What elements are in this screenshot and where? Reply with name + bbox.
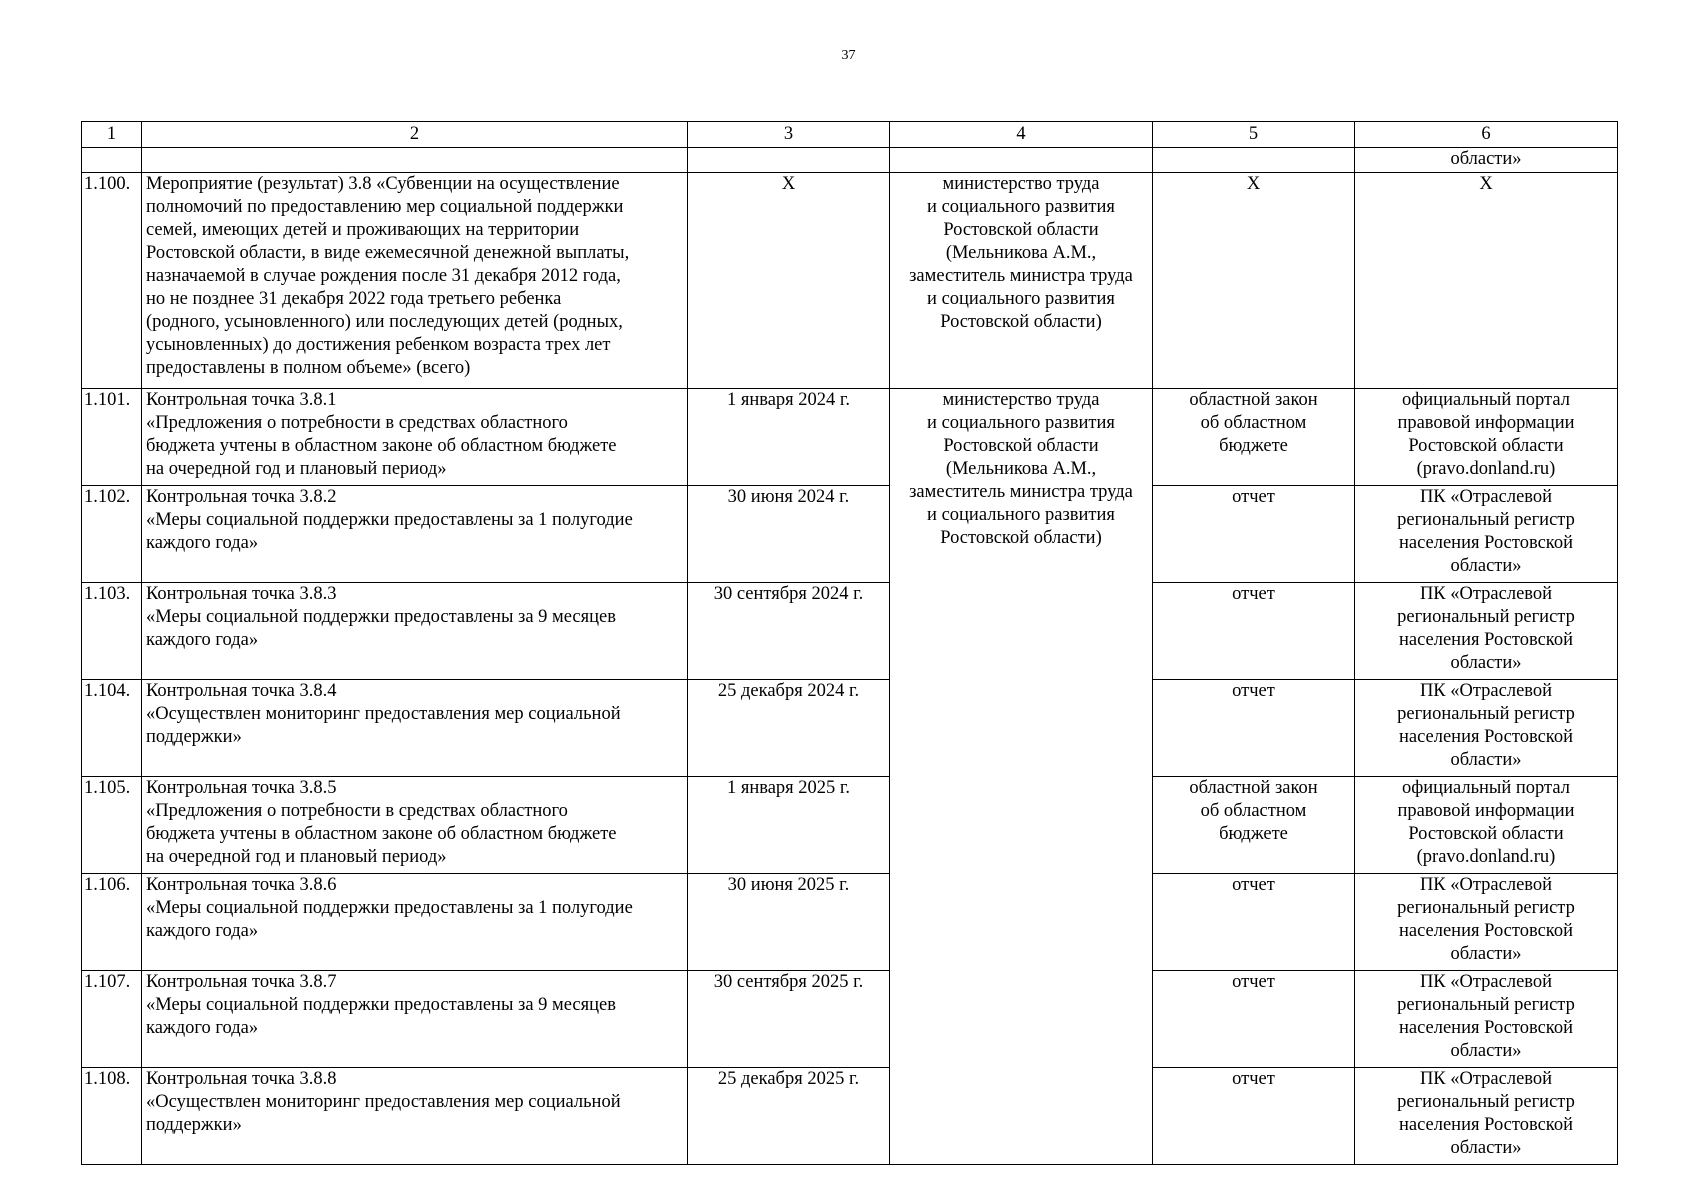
- info-line: ПК «Отраслевой: [1419, 584, 1553, 604]
- info-line: ПК «Отраслевой: [1419, 875, 1553, 895]
- row-document: [1153, 486, 1355, 583]
- table-row: [82, 1068, 1618, 1165]
- row-date: 30 сентября 2024 г.: [688, 583, 890, 680]
- row-number: 1.104.: [82, 680, 142, 777]
- description-line: Мероприятие (результат) 3.8 «Субвенции на осуществление: [146, 174, 620, 194]
- description-line: назначаемой в случае рождения после 31 декабря 2012 года,: [146, 266, 621, 286]
- row-date: Х: [688, 173, 890, 389]
- responsible-line: министерство труда: [942, 174, 1100, 194]
- description-line: Ростовской области, в виде ежемесячной денежной выплаты,: [146, 243, 630, 263]
- info-line: региональный регистр: [1397, 510, 1575, 530]
- description-line: семей, имеющих детей и проживающих на территории: [146, 220, 580, 240]
- row-description: [142, 486, 688, 583]
- row-date: 30 июня 2024 г.: [688, 486, 890, 583]
- info-line: области»: [1450, 1138, 1522, 1158]
- responsible-line: заместитель министра труда: [909, 266, 1133, 286]
- row-info-system: [1355, 389, 1618, 486]
- column-header: 3: [688, 122, 890, 148]
- info-line: населения Ростовской: [1398, 533, 1573, 553]
- row-number: 1.105.: [82, 777, 142, 874]
- description-line: поддержки»: [146, 727, 242, 747]
- info-line: ПК «Отраслевой: [1419, 487, 1553, 507]
- description-line: Контрольная точка 3.8.5: [146, 778, 337, 798]
- description-line: «Предложения о потребности в средствах областного: [146, 413, 568, 433]
- description-line: «Меры социальной поддержки предоставлены за 1 полугодие: [146, 898, 633, 918]
- info-line: населения Ростовской: [1398, 727, 1573, 747]
- info-line: региональный регистр: [1397, 1092, 1575, 1112]
- column-header: 5: [1153, 122, 1355, 148]
- description-line: Контрольная точка 3.8.3: [146, 584, 337, 604]
- document-line: Х: [1246, 174, 1261, 194]
- row-document: [1153, 971, 1355, 1068]
- row-description: [142, 1068, 688, 1165]
- document-line: областной закон: [1189, 778, 1318, 798]
- document-line: отчет: [1232, 487, 1275, 507]
- row-info-system: [1355, 1068, 1618, 1165]
- table-row: [82, 173, 1618, 389]
- description-line: Контрольная точка 3.8.7: [146, 972, 337, 992]
- description-line: но не позднее 31 декабря 2022 года третьего ребенка: [146, 289, 562, 309]
- table-row: [82, 389, 1618, 486]
- responsible-line: и социального развития: [927, 413, 1115, 433]
- table-row: [82, 583, 1618, 680]
- info-line: населения Ростовской: [1398, 1115, 1573, 1135]
- description-line: каждого года»: [146, 1018, 259, 1038]
- responsible-line: Ростовской области: [943, 220, 1099, 240]
- row-info-system: [1355, 680, 1618, 777]
- description-line: каждого года»: [146, 921, 259, 941]
- info-line: Ростовской области: [1408, 824, 1564, 844]
- responsible-line: и социального развития: [927, 289, 1115, 309]
- description-line: «Меры социальной поддержки предоставлены за 1 полугодие: [146, 510, 633, 530]
- description-line: каждого года»: [146, 630, 259, 650]
- row-date: 1 января 2025 г.: [688, 777, 890, 874]
- row-date: 1 января 2024 г.: [688, 389, 890, 486]
- description-line: полномочий по предоставлению мер социальной поддержки: [146, 197, 624, 217]
- row-document: [1153, 680, 1355, 777]
- continuation-row: [82, 148, 1618, 173]
- description-line: (родного, усыновленного) или последующих детей (родных,: [146, 312, 623, 332]
- column-header: 2: [142, 122, 688, 148]
- info-line: правовой информации: [1397, 413, 1575, 433]
- row-description: [142, 389, 688, 486]
- responsible-line: заместитель министра труда: [909, 482, 1133, 502]
- table-row: [82, 680, 1618, 777]
- info-line: региональный регистр: [1397, 995, 1575, 1015]
- info-line: населения Ростовской: [1398, 1018, 1573, 1038]
- info-line: населения Ростовской: [1398, 921, 1573, 941]
- responsible-line: (Мельникова А.М.,: [945, 243, 1097, 263]
- document-line: бюджете: [1219, 824, 1288, 844]
- info-line: Ростовской области: [1408, 436, 1564, 456]
- column-header: 6: [1355, 122, 1618, 148]
- description-line: «Меры социальной поддержки предоставлены за 9 месяцев: [146, 995, 616, 1015]
- info-line: региональный регистр: [1397, 898, 1575, 918]
- description-line: усыновленных) до достижения ребенком возраста трех лет: [146, 335, 611, 355]
- column-header: 4: [890, 122, 1153, 148]
- description-line: Контрольная точка 3.8.6: [146, 875, 337, 895]
- responsible-line: (Мельникова А.М.,: [945, 459, 1097, 479]
- plan-table: [81, 121, 1618, 1165]
- responsible-line: и социального развития: [927, 505, 1115, 525]
- row-number: 1.100.: [82, 173, 142, 389]
- description-line: бюджета учтены в областном законе об областном бюджете: [146, 824, 617, 844]
- row-number: 1.103.: [82, 583, 142, 680]
- row-description: [142, 777, 688, 874]
- row-document: [1153, 389, 1355, 486]
- continuation-text: области»: [1355, 148, 1618, 173]
- row-responsible-merged: [890, 389, 1153, 1165]
- description-line: на очередной год и плановый период»: [146, 847, 447, 867]
- row-info-system: [1355, 486, 1618, 583]
- responsible-line: Ростовской области): [940, 528, 1102, 548]
- table-row: [82, 971, 1618, 1068]
- info-line: ПК «Отраслевой: [1419, 681, 1553, 701]
- row-date: 25 декабря 2024 г.: [688, 680, 890, 777]
- info-line: области»: [1450, 1041, 1522, 1061]
- description-line: поддержки»: [146, 1115, 242, 1135]
- description-line: каждого года»: [146, 533, 259, 553]
- row-description: [142, 173, 688, 389]
- document-line: отчет: [1232, 584, 1275, 604]
- row-number: 1.106.: [82, 874, 142, 971]
- description-line: Контрольная точка 3.8.1: [146, 390, 337, 410]
- row-document: [1153, 777, 1355, 874]
- description-line: бюджета учтены в областном законе об областном бюджете: [146, 436, 617, 456]
- description-line: «Осуществлен мониторинг предоставления мер социальной: [146, 704, 621, 724]
- info-line: населения Ростовской: [1398, 630, 1573, 650]
- row-description: [142, 680, 688, 777]
- table-row: [82, 486, 1618, 583]
- row-number: 1.108.: [82, 1068, 142, 1165]
- info-line: ПК «Отраслевой: [1419, 1069, 1553, 1089]
- info-line: области»: [1450, 653, 1522, 673]
- description-line: Контрольная точка 3.8.8: [146, 1069, 337, 1089]
- info-line: официальный портал: [1402, 390, 1570, 410]
- responsible-line: и социального развития: [927, 197, 1115, 217]
- table-row: [82, 777, 1618, 874]
- responsible-line: Ростовской области: [943, 436, 1099, 456]
- table-row: [82, 874, 1618, 971]
- document-line: отчет: [1232, 875, 1275, 895]
- row-document: [1153, 1068, 1355, 1165]
- info-line: области»: [1450, 556, 1522, 576]
- description-line: «Предложения о потребности в средствах областного: [146, 801, 568, 821]
- document-line: отчет: [1232, 972, 1275, 992]
- row-number: 1.101.: [82, 389, 142, 486]
- description-line: «Меры социальной поддержки предоставлены за 9 месяцев: [146, 607, 616, 627]
- info-line: Х: [1479, 174, 1493, 194]
- row-info-system: [1355, 777, 1618, 874]
- row-description: [142, 874, 688, 971]
- row-date: 30 сентября 2025 г.: [688, 971, 890, 1068]
- info-line: области»: [1450, 944, 1522, 964]
- info-line: ПК «Отраслевой: [1419, 972, 1553, 992]
- column-header: 1: [82, 122, 142, 148]
- info-line: области»: [1450, 750, 1522, 770]
- row-date: 30 июня 2025 г.: [688, 874, 890, 971]
- description-line: на очередной год и плановый период»: [146, 459, 447, 479]
- info-line: официальный портал: [1402, 778, 1570, 798]
- description-line: «Осуществлен мониторинг предоставления мер социальной: [146, 1092, 621, 1112]
- description-line: Контрольная точка 3.8.2: [146, 487, 337, 507]
- row-description: [142, 583, 688, 680]
- document-line: областной закон: [1189, 390, 1318, 410]
- column-number-row: [82, 122, 1618, 148]
- document-line: об областном: [1200, 801, 1307, 821]
- document-line: отчет: [1232, 681, 1275, 701]
- info-line: (pravo.donland.ru): [1416, 847, 1556, 867]
- row-document: [1153, 874, 1355, 971]
- responsible-line: министерство труда: [942, 390, 1100, 410]
- info-line: (pravo.donland.ru): [1416, 459, 1556, 479]
- document-line: бюджете: [1219, 436, 1288, 456]
- document-line: об областном: [1200, 413, 1307, 433]
- row-document: [1153, 583, 1355, 680]
- row-info-system: [1355, 173, 1618, 389]
- row-info-system: [1355, 874, 1618, 971]
- row-description: [142, 971, 688, 1068]
- page-number: 37: [841, 48, 856, 63]
- row-number: 1.102.: [82, 486, 142, 583]
- description-line: предоставлены в полном объеме» (всего): [146, 358, 471, 378]
- row-info-system: [1355, 971, 1618, 1068]
- info-line: региональный регистр: [1397, 704, 1575, 724]
- row-document: [1153, 173, 1355, 389]
- description-line: Контрольная точка 3.8.4: [146, 681, 337, 701]
- row-date: 25 декабря 2025 г.: [688, 1068, 890, 1165]
- document-line: отчет: [1232, 1069, 1275, 1089]
- row-responsible: [890, 173, 1153, 389]
- responsible-line: Ростовской области): [940, 312, 1102, 332]
- info-line: правовой информации: [1397, 801, 1575, 821]
- row-info-system: [1355, 583, 1618, 680]
- info-line: региональный регистр: [1397, 607, 1575, 627]
- row-number: 1.107.: [82, 971, 142, 1068]
